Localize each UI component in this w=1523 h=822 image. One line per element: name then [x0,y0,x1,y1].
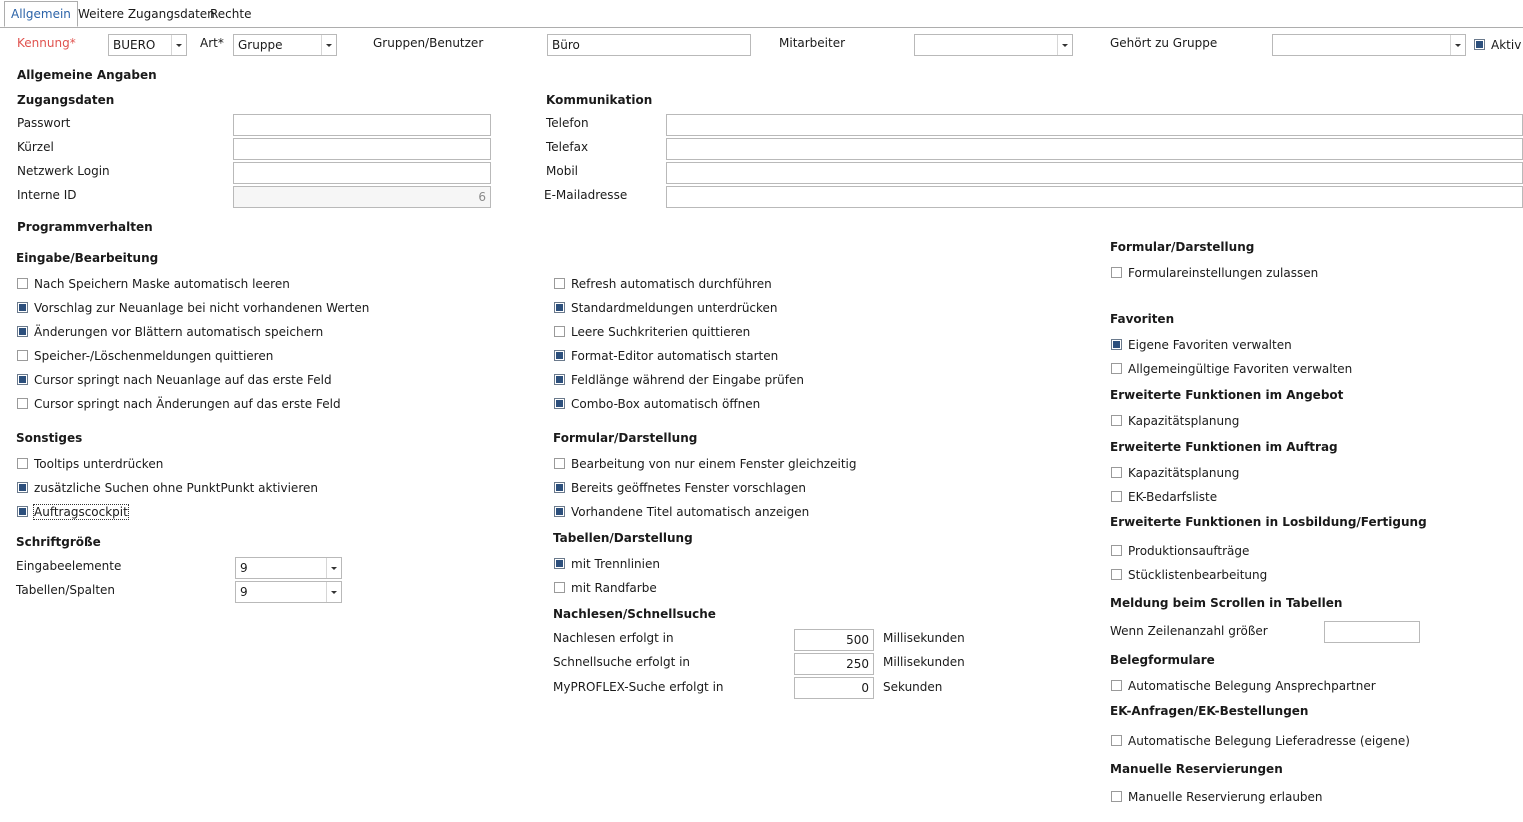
checkbox[interactable] [554,506,565,517]
aktiv-label: Aktiv [1491,38,1522,52]
checkbox[interactable] [17,302,28,313]
angebot-heading: Erweiterte Funktionen im Angebot [1110,388,1344,402]
kuerzel-input[interactable] [233,138,491,160]
checkbox[interactable] [17,326,28,337]
checkbox-label: Vorschlag zur Neuanlage bei nicht vorhandenen Werten [34,301,370,315]
schnellsuche-unit: Millisekunden [883,655,965,669]
gruppen-input[interactable]: Büro [547,34,751,56]
nachlesen-heading: Nachlesen/Schnellsuche [553,607,716,621]
zugangsdaten-heading: Zugangsdaten [17,93,115,107]
telefax-input[interactable] [666,138,1523,160]
checkbox[interactable] [1111,545,1122,556]
tabellen-spalten-label: Tabellen/Spalten [16,583,116,597]
checkbox-label: Automatische Belegung Ansprechpartner [1128,679,1376,693]
checkbox[interactable] [1111,267,1122,278]
checkbox-label: Kapazitätsplanung [1128,414,1240,428]
checkbox-label: Stücklistenbearbeitung [1128,568,1268,582]
chevron-down-icon[interactable] [1057,35,1072,55]
checkbox[interactable] [1111,363,1122,374]
tab-bar [0,0,1523,28]
checkbox[interactable] [1111,680,1122,691]
interne-id-input: 6 [233,186,491,208]
eingabeelemente-combo[interactable] [235,557,342,579]
passwort-input[interactable] [233,114,491,136]
mitarbeiter-combo[interactable] [914,34,1073,56]
checkbox[interactable] [554,326,565,337]
checkbox[interactable] [17,458,28,469]
tabellen-spalten-combo[interactable] [235,581,342,603]
ek-heading: EK-Anfragen/EK-Bestellungen [1110,704,1309,718]
checkbox-label: Kapazitätsplanung [1128,466,1240,480]
schriftgroesse-heading: Schriftgröße [16,535,101,549]
nachlesen-unit: Millisekunden [883,631,965,645]
tab-allgemein[interactable]: Allgemein [4,1,78,27]
checkbox[interactable] [554,350,565,361]
netzwerk-login-input[interactable] [233,162,491,184]
mitarbeiter-label: Mitarbeiter [779,36,846,50]
eingabeelemente-value: 9 [240,561,248,575]
zeilenanzahl-input[interactable] [1324,621,1420,643]
checkbox-label: Produktionsaufträge [1128,544,1250,558]
checkbox-label: Eigene Favoriten verwalten [1128,338,1292,352]
checkbox-label: EK-Bedarfsliste [1128,490,1218,504]
telefon-input[interactable] [666,114,1523,136]
checkbox[interactable] [17,506,28,517]
checkbox[interactable] [554,398,565,409]
nachlesen-input[interactable]: 500 [794,629,874,651]
kennung-value: BUERO [113,38,156,52]
checkbox-label: zusätzliche Suchen ohne PunktPunkt aktivieren [34,481,318,495]
kennung-combo[interactable] [108,34,187,56]
zeilenanzahl-label: Wenn Zeilenanzahl größer [1110,624,1268,638]
checkbox-label: Leere Suchkriterien quittieren [571,325,751,339]
myproflex-input[interactable]: 0 [794,677,874,699]
checkbox[interactable] [1111,569,1122,580]
checkbox[interactable] [17,482,28,493]
checkbox-label: Feldlänge während der Eingabe prüfen [571,373,804,387]
netzwerk-login-label: Netzwerk Login [17,164,110,178]
chevron-down-icon[interactable] [321,35,336,55]
checkbox[interactable] [17,374,28,385]
art-label: Art* [200,36,224,50]
checkbox-label: Formulareinstellungen zulassen [1128,266,1319,280]
aktiv-checkbox[interactable] [1474,39,1485,50]
checkbox[interactable] [17,278,28,289]
email-label: E-Mailadresse [544,188,628,202]
checkbox-label: Bearbeitung von nur einem Fenster gleichzeitig [571,457,857,471]
gruppen-label: Gruppen/Benutzer [373,36,484,50]
checkbox[interactable] [554,558,565,569]
reservierungen-heading: Manuelle Reservierungen [1110,762,1283,776]
mobil-input[interactable] [666,162,1523,184]
schnellsuche-label: Schnellsuche erfolgt in [553,655,691,669]
art-value: Gruppe [238,38,283,52]
checkbox-label: Cursor springt nach Neuanlage auf das erste Feld [34,373,332,387]
chevron-down-icon[interactable] [326,558,341,578]
checkbox[interactable] [17,350,28,361]
gehoert-label: Gehört zu Gruppe [1110,36,1218,50]
kuerzel-label: Kürzel [17,140,54,154]
passwort-label: Passwort [17,116,71,130]
telefon-label: Telefon [546,116,589,130]
formular-darstellung-heading: Formular/Darstellung [553,431,698,445]
checkbox-label: mit Trennlinien [571,557,660,571]
nachlesen-label: Nachlesen erfolgt in [553,631,674,645]
allgemeine-angaben-heading: Allgemeine Angaben [17,68,157,82]
losbildung-heading: Erweiterte Funktionen in Losbildung/Fertigung [1110,515,1427,529]
tab-rechte[interactable]: Rechte [210,7,252,21]
telefax-label: Telefax [546,140,589,154]
sonstiges-heading: Sonstiges [16,431,83,445]
checkbox-label: Cursor springt nach Änderungen auf das erste Feld [34,397,341,411]
checkbox[interactable] [1111,415,1122,426]
checkbox-label: Nach Speichern Maske automatisch leeren [34,277,290,291]
mobil-label: Mobil [546,164,578,178]
checkbox-label: Format-Editor automatisch starten [571,349,779,363]
belegformulare-heading: Belegformulare [1110,653,1215,667]
scroll-heading: Meldung beim Scrollen in Tabellen [1110,596,1343,610]
favoriten-heading: Favoriten [1110,312,1175,326]
checkbox[interactable] [1111,735,1122,746]
checkbox[interactable] [554,458,565,469]
checkbox-label: mit Randfarbe [571,581,657,595]
kennung-label: Kennung* [17,36,76,50]
checkbox-label: Automatische Belegung Lieferadresse (eigene) [1128,734,1410,748]
checkbox[interactable] [17,398,28,409]
checkbox-label: Manuelle Reservierung erlauben [1128,790,1323,804]
checkbox-label: Vorhandene Titel automatisch anzeigen [571,505,810,519]
checkbox[interactable] [1111,491,1122,502]
myproflex-unit: Sekunden [883,680,943,694]
tab-weitere-zugangsdaten[interactable]: Weitere Zugangsdaten [78,7,215,21]
checkbox-label: Bereits geöffnetes Fenster vorschlagen [571,481,806,495]
eingabeelemente-label: Eingabeelemente [16,559,122,573]
checkbox-label: Änderungen vor Blättern automatisch speichern [34,325,324,339]
checkbox-label: Refresh automatisch durchführen [571,277,772,291]
formular-right-heading: Formular/Darstellung [1110,240,1255,254]
checkbox[interactable] [1111,791,1122,802]
checkbox-label: Auftragscockpit [34,505,128,519]
checkbox[interactable] [554,302,565,313]
checkbox[interactable] [554,374,565,385]
gehoert-combo[interactable] [1272,34,1466,56]
eingabe-bearbeitung-heading: Eingabe/Bearbeitung [16,251,159,265]
checkbox[interactable] [554,482,565,493]
checkbox-label: Tooltips unterdrücken [34,457,164,471]
chevron-down-icon[interactable] [1450,35,1465,55]
checkbox[interactable] [554,582,565,593]
checkbox-label: Allgemeingültige Favoriten verwalten [1128,362,1353,376]
checkbox[interactable] [1111,339,1122,350]
auftrag-heading: Erweiterte Funktionen im Auftrag [1110,440,1338,454]
chevron-down-icon[interactable] [326,582,341,602]
schnellsuche-input[interactable]: 250 [794,653,874,675]
art-combo[interactable] [233,34,337,56]
checkbox-label: Standardmeldungen unterdrücken [571,301,778,315]
email-input[interactable] [666,186,1523,208]
checkbox-label: Combo-Box automatisch öffnen [571,397,761,411]
tabellen-spalten-value: 9 [240,585,248,599]
interne-id-label: Interne ID [17,188,77,202]
checkbox[interactable] [1111,467,1122,478]
checkbox-label: Speicher-/Löschenmeldungen quittieren [34,349,274,363]
chevron-down-icon[interactable] [171,35,186,55]
tabellen-darstellung-heading: Tabellen/Darstellung [553,531,693,545]
programmverhalten-heading: Programmverhalten [17,220,153,234]
checkbox[interactable] [554,278,565,289]
myproflex-label: MyPROFLEX-Suche erfolgt in [553,680,724,694]
kommunikation-heading: Kommunikation [546,93,653,107]
